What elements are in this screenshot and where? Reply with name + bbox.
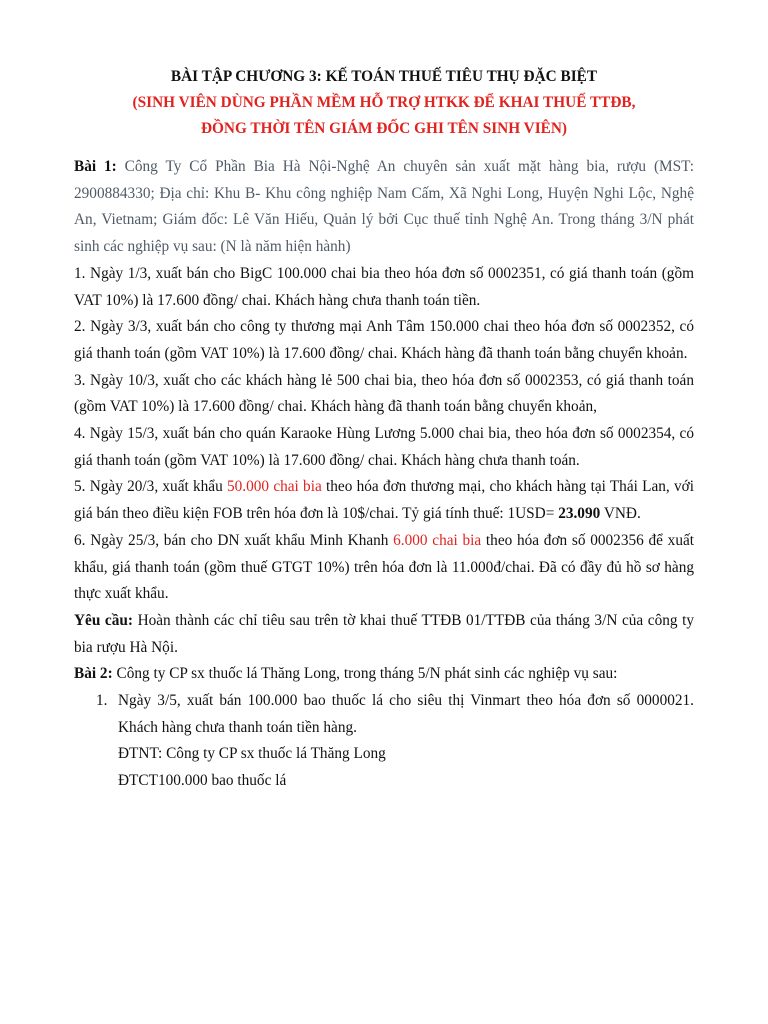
list-item-text: Ngày 3/5, xuất bán 100.000 bao thuốc lá cho siêu thị Vinmart theo hóa đơn số 0000021. Khách hàng chưa thanh toán tiền hàng. — [118, 692, 694, 736]
item5-highlight: 50.000 chai bia — [227, 478, 322, 496]
bai1-item-1: 1. Ngày 1/3, xuất bán cho BigC 100.000 chai bia theo hóa đơn số 0002351, có giá thanh toán (gồm VAT 10%) là 17.600 đồng/ chai. Khách hàng chưa thanh toán tiền. — [74, 264, 694, 309]
bai1-label: Bài 1: — [74, 158, 117, 175]
item5-mid: theo hóa đơn thương mại, cho khách hàng tại Thái Lan, với giá bán theo điều kiện FOB trên hóa đơn là 10$/chai. Tỷ giá tính thuế: 1USD= — [74, 478, 694, 523]
bai1-requirement — [74, 608, 694, 661]
title-line-2: (SINH VIÊN DÙNG PHẦN MỀM HỖ TRỢ HTKK ĐỂ KHAI THUẾ TTĐB, — [132, 94, 636, 111]
item6-pre: 6. Ngày 25/3, bán cho DN xuất khẩu Minh Khanh — [74, 531, 394, 549]
item6-highlight: 6.000 chai bia — [393, 531, 482, 549]
bai1-item-6 — [74, 528, 694, 608]
item6-post: theo hóa đơn số 0002356 để xuất khẩu, giá thanh toán (gồm thuế GTGT 10%) trên hóa đơn là 11.000đ/chai. Đã có đầy đủ hồ sơ hàng thực xuất khẩu. — [74, 531, 695, 603]
list-item-line-dtnt: ĐTNT: Công ty CP sx thuốc lá Thăng Long — [118, 745, 386, 763]
document-title — [74, 64, 694, 142]
bai2-list — [74, 688, 694, 795]
list-item-number: 1. — [96, 692, 108, 710]
requirement-label: Yêu cầu: — [74, 611, 133, 629]
bai1-item-5 — [74, 474, 694, 527]
requirement-text: Hoàn thành các chỉ tiêu sau trên tờ khai thuế TTĐB 01/TTĐB của tháng 3/N của công ty bia rượu Hà Nội. — [74, 611, 695, 656]
bai1-intro — [74, 154, 694, 261]
item5-rate: 23.090 — [558, 505, 601, 523]
list-item-line-dtct: ĐTCT100.000 bao thuốc lá — [118, 772, 287, 790]
bai2-label: Bài 2: — [74, 665, 113, 683]
bai1-intro-text: Công Ty Cổ Phần Bia Hà Nội-Nghệ An chuyên sản xuất mặt hàng bia, rượu (MST: 2900884330; Địa chỉ: Khu B- Khu công nghiệp Nam Cấm, Xã Nghi Long, Huyện Nghi Lộc, Nghệ An, Vietnam; Giám đốc: Lê Văn Hiếu, Quản lý bởi Cục thuế tỉnh Nghệ An. Trong tháng 3/N phát sinh các nghiệp vụ sau: (N là năm hiện hành) — [74, 158, 694, 256]
bai1-item-3: 3. Ngày 10/3, xuất cho các khách hàng lẻ 500 chai bia, theo hóa đơn số 0002353, có giá thanh toán (gồm VAT 10%) là 17.600 đồng/ chai. Khách hàng đã thanh toán bằng chuyển khoản, — [74, 371, 694, 416]
title-line-3: ĐỒNG THỜI TÊN GIÁM ĐỐC GHI TÊN SINH VIÊN) — [200, 120, 568, 137]
bai1-item-2: 2. Ngày 3/3, xuất bán cho công ty thương mại Anh Tâm 150.000 chai theo hóa đơn số 0002352, có giá thanh toán (gồm VAT 10%) là 17.600 đồng/ chai. Khách hàng đã thanh toán bằng chuyển khoản. — [74, 318, 694, 362]
bai1-item-4: 4. Ngày 15/3, xuất bán cho quán Karaoke Hùng Lương 5.000 chai bia, theo hóa đơn số 0002354, có giá thanh toán (gồm VAT 10%) là 17.600 đồng/ chai. Khách hàng chưa thanh toán. — [74, 425, 694, 469]
bai2-intro — [74, 661, 694, 688]
item5-pre: 5. Ngày 20/3, xuất khẩu — [74, 478, 227, 496]
title-line-1: BÀI TẬP CHƯƠNG 3: KẾ TOÁN THUẾ TIÊU THỤ ĐẶC BIỆT — [170, 68, 598, 85]
bai2-intro-text: Công ty CP sx thuốc lá Thăng Long, trong tháng 5/N phát sinh các nghiệp vụ sau: — [112, 665, 618, 683]
item5-post: VNĐ. — [600, 505, 641, 523]
list-item — [74, 688, 694, 741]
